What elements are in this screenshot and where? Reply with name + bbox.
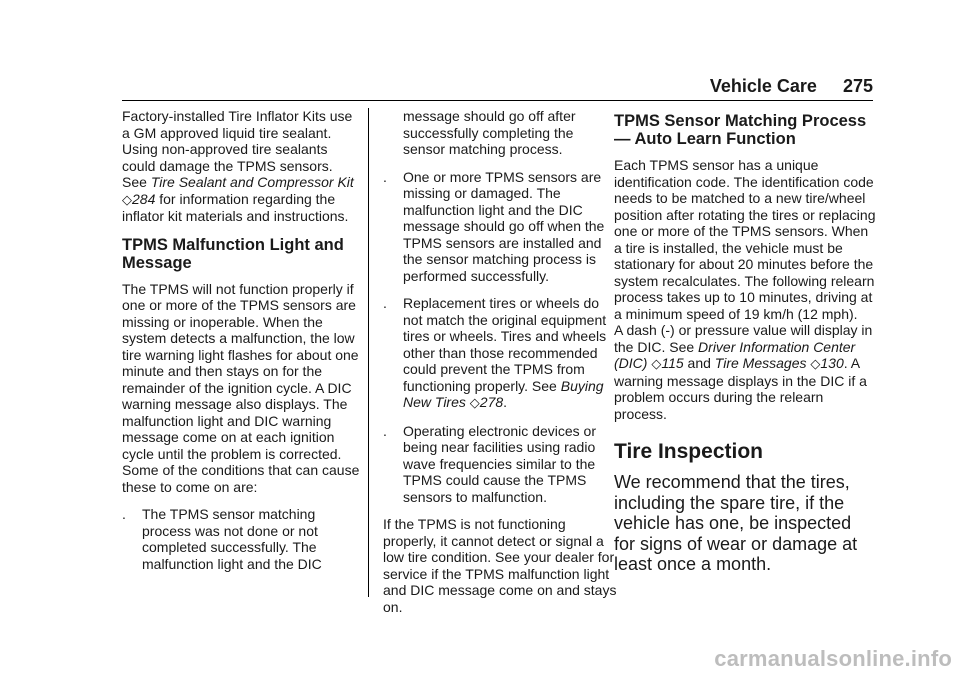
section-title: Vehicle Care <box>709 76 817 96</box>
lead-paragraph: We recommend that the tires, including the spare tire, if the vehicle has one, be inspected for signs of wear or damage at least once a month. <box>614 472 858 574</box>
bullet-marker: . <box>383 295 387 311</box>
list-item <box>383 423 618 506</box>
body-paragraph <box>614 322 876 422</box>
page-reference[interactable]: 130 <box>820 355 844 371</box>
column-right <box>614 108 876 575</box>
page-reference[interactable]: 284 <box>132 190 156 207</box>
list-item-text: The TPMS sensor matching process was not done or not completed successfully. The malfunction light and the DIC <box>142 506 322 572</box>
cross-reference-link[interactable]: Driver Information Center (DIC) <box>614 338 856 371</box>
list-item <box>122 506 360 572</box>
page-ref-icon: ◇ <box>810 356 821 371</box>
list-item-end: . <box>503 394 508 410</box>
list-item-text: Operating electronic devices or being near facilities using radio wave frequencies similar to the TPMS could cause the TPMS sensors to malfunction. <box>403 422 596 505</box>
list-item-text: One or more TPMS sensors are missing or damaged. The malfunction light and the DIC message should go off when the TPMS sensors are installed and the sensor matching process is performed successfully. <box>403 168 605 284</box>
column-divider <box>368 108 369 597</box>
body-text: A dash (-) or pressure value will display in the DIC. See <box>614 322 873 355</box>
cross-reference-link[interactable]: Tire Sealant and Compressor Kit <box>150 174 354 190</box>
column-left <box>122 108 360 583</box>
intro-text-end: for information regarding the inflator kit materials and instructions. <box>122 190 349 224</box>
cross-reference-link[interactable]: Buying New Tires <box>403 377 604 410</box>
body-text: . A warning message displays in the DIC if a problem occurs during the relearn process. <box>614 355 867 422</box>
body-paragraph: If the TPMS is not functioning properly, it cannot detect or signal a low tire condition. See your dealer for service if the TPMS malfunction light and DIC message come on and stays on. <box>383 516 617 615</box>
intro-paragraph <box>122 108 360 225</box>
page-ref-icon: ◇ <box>122 191 132 207</box>
page-ref-icon: ◇ <box>651 356 662 371</box>
header-rule <box>122 100 873 101</box>
column-middle <box>383 108 618 626</box>
section-heading: TPMS Sensor Matching Process — Auto Learn Function <box>614 112 867 148</box>
body-paragraph: Each TPMS sensor has a unique identification code. The identification code needs to be matched to a new tire/wheel position after rotating the tires or replacing one or more of the TPMS sensors. When a tire is installed, the vehicle must be stationary for about 20 minutes before the system recalculates. The following relearn process takes up to 10 minutes, driving at a minimum speed of 19 km/h (12 mph). <box>614 157 876 322</box>
list-item-continuation: message should go off after successfully completing the sensor matching process. <box>403 108 576 157</box>
page-ref-icon: ◇ <box>469 395 480 410</box>
intro-text: Factory-installed Tire Inflator Kits use a GM approved liquid tire sealant. Using non-approved tire sealants could damage the TPMS sensors. See <box>122 108 353 190</box>
major-heading: Tire Inspection <box>614 440 763 463</box>
page-reference[interactable]: 115 <box>661 355 684 371</box>
page-header <box>710 76 873 97</box>
bullet-marker: . <box>383 422 387 439</box>
list-item <box>383 295 618 412</box>
body-paragraph: The TPMS will not function properly if one or more of the TPMS sensors are missing or inoperable. When the system detects a malfunction, the low tire warning light flashes for about one minute and then stays on for the remainder of the ignition cycle. A DIC warning message also displays. The malfunction light and DIC warning message come on at each ignition cycle until the problem is corrected. Some of the conditions that can cause these to come on are: <box>122 280 360 495</box>
page-reference[interactable]: 278 <box>479 394 504 410</box>
section-heading: TPMS Malfunction Light and Message <box>122 235 344 272</box>
watermark: carmanualsonline.info <box>714 646 952 671</box>
body-text: and <box>683 355 715 371</box>
page-number: 275 <box>842 76 873 96</box>
bullet-marker: . <box>122 506 126 522</box>
cross-reference-link[interactable]: Tire Messages <box>714 355 807 371</box>
list-item <box>383 169 618 285</box>
bullet-marker: . <box>383 168 387 185</box>
list-item-text: Replacement tires or wheels do not match the original equipment tires or wheels. Tires and wheels other than those recommended could prevent the TPMS from functioning properly. See <box>403 295 607 394</box>
